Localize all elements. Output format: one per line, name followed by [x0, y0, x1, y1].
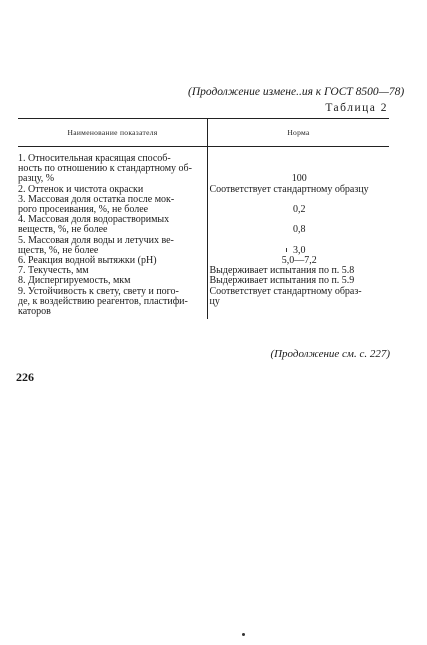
table-row [18, 236, 389, 256]
indicator-name-cell [18, 287, 204, 318]
column-header-norm: Норма [287, 128, 310, 137]
indicator-name-line: 8. Диспергируемость, мкм [18, 275, 131, 287]
page-number: 226 [16, 370, 34, 384]
table-row [18, 154, 389, 185]
indicator-name-line: веществ, %, не более [18, 224, 108, 236]
norm-line: 5,0—7,2 [281, 255, 317, 267]
indicator-name-line: рого просеивания, %, не более [18, 204, 149, 216]
table-row [18, 287, 389, 318]
table-top-rule [18, 118, 389, 119]
norm-cell [204, 185, 389, 195]
norm-cell [204, 236, 389, 256]
indicator-name-line: 4. Массовая доля водорастворимых [18, 214, 170, 226]
indicator-name-line: ность по отношению к стандартному об- [18, 163, 192, 175]
norm-line: Соответствует стандартному образ- [209, 285, 362, 297]
norm-line: Выдерживает испытания по п. 5.8 [209, 265, 355, 277]
norm-line: Выдерживает испытания по п. 5.9 [209, 275, 355, 287]
indicator-name-cell [18, 195, 204, 215]
norm-line: Соответствует стандартному образцу [209, 183, 369, 195]
norm-line: цу [209, 295, 220, 307]
table-body [18, 154, 389, 317]
indicator-name-line: разцу, % [18, 173, 55, 185]
table-row [18, 195, 389, 215]
norm-line [209, 307, 389, 317]
indicator-name-line: каторов [18, 306, 51, 318]
table-label: Таблица 2 [325, 102, 388, 114]
table-row [18, 215, 389, 235]
indicator-name-line: 7. Текучесть, мм [18, 265, 89, 277]
indicator-name-line: 5. Массовая доля воды и летучих ве- [18, 234, 174, 246]
indicator-name-line: 9. Устойчивость к свету, свету и пого- [18, 285, 179, 297]
scan-speck [242, 633, 245, 636]
table-header-rule [18, 146, 389, 147]
norm-line: 3,0 [292, 244, 306, 256]
norm-line: 0,8 [292, 224, 306, 236]
norm-line: 100 [291, 173, 307, 185]
norm-cell [204, 215, 389, 235]
indicator-name-line: 6. Реакция водной вытяжки (рН) [18, 255, 157, 267]
indicator-name-cell [18, 154, 204, 185]
indicator-name-cell [18, 236, 204, 256]
indicator-name-line: 1. Относительная красящая способ- [18, 153, 171, 164]
indicator-name-line: ществ, %, не более [18, 244, 99, 256]
norm-cell [204, 154, 389, 185]
indicator-name-line: 3. Массовая доля остатка после мок- [18, 193, 175, 205]
indicator-name-line: де, к воздействию реагентов, пластифи- [18, 295, 188, 307]
indicator-name-cell [18, 215, 204, 235]
continuation-header-note: (Продолжение измене..ия к ГОСТ 8500—78) [188, 86, 405, 98]
indicator-name-line: 2. Оттенок и чистота окраски [18, 183, 144, 195]
norm-cell [204, 195, 389, 215]
norm-cell [204, 287, 389, 318]
continuation-footer-note: (Продолжение см. с. 227) [270, 348, 390, 360]
norm-line: 0,2 [292, 204, 306, 216]
scan-speck [286, 248, 287, 252]
column-header-name: Наименование показателя [67, 128, 158, 137]
